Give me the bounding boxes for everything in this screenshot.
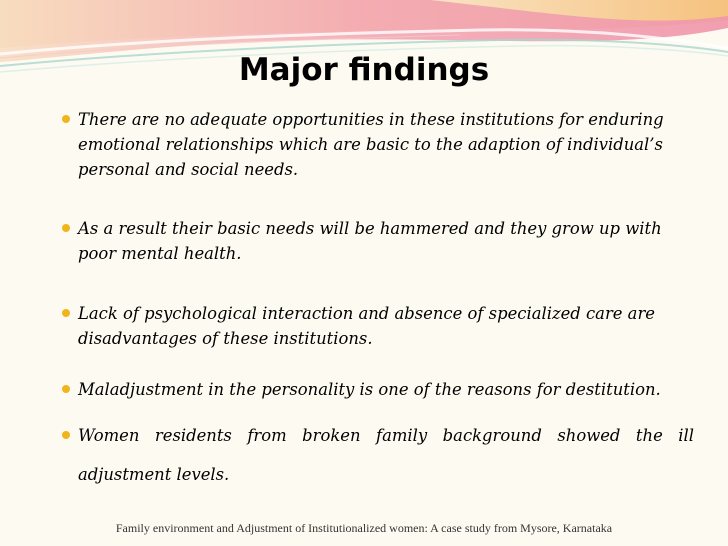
bullet-dot-icon <box>62 309 70 317</box>
bullet-dot-icon <box>62 431 70 439</box>
bullet-text: Lack of psychological interaction and absence of specialized care are disadvantages of these institutions. <box>78 304 655 348</box>
bullet-dot-icon <box>62 224 70 232</box>
slide-title: Major findings <box>238 52 490 88</box>
bullet-text: As a result their basic needs will be hammered and they grow up with poor mental health. <box>78 219 662 263</box>
bullet-dot-icon <box>62 385 70 393</box>
bullet-text: Women residents from broken family background showed the ill <box>78 426 694 445</box>
bullet-text-continuation: adjustment levels. <box>78 465 230 484</box>
bullet-text: There are no adequate opportunities in these institutions for enduring emotional relationships which are basic to the adaption of individual’s personal and social needs. <box>78 110 664 179</box>
bullet-text: Maladjustment in the personality is one of the reasons for destitution. <box>78 380 661 399</box>
bullet-dot-icon <box>62 115 70 123</box>
slide-footer: Family environment and Adjustment of Institutionalized women: A case study from Mysore, Karnataka <box>115 521 613 535</box>
